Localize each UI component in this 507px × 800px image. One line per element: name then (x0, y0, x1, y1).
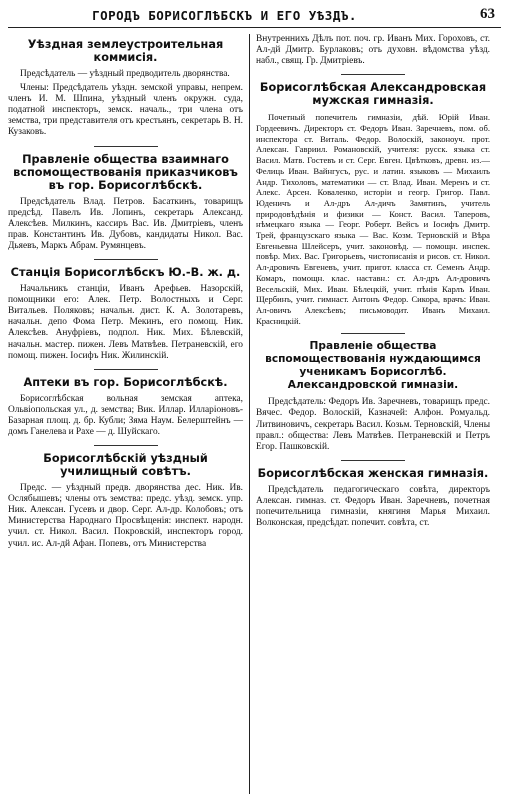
section-clerks-society (8, 153, 243, 252)
section-paragraph: Предс. — уѣздный предв. дворянства дес. Ник. Ив. Ослябышевъ; члены отъ земства: предс. уѣзд. земск. упр. Ник. Алексан. Гусевъ и двор. Серг. Ал-др. Колобовъ; отъ Министерства Народнаго Просвѣщенія: инспект. народн. учил. ст. Никол. Васил. Покровскій, инспекторъ город. учил. ис. Ал-дй Афан. Попевъ, отъ Министерства (8, 483, 243, 549)
running-title: ГОРОДЪ БОРИСОГЛѢБСКЪ И ЕГО УѢЗДЪ. (92, 8, 357, 23)
section-paragraph: Начальникъ станціи, Иванъ Арефьев. Назорскій, помощники его: Алек. Петр. Волостныхъ и Серг. Витальев. Поляковъ; начальн. дист. К. А. Золотаревъ, начальн. депо Фома Петр. Мекинъ, его помощ. Ник. Алексѣев. Ануфріевъ, подпол. Ник. Мих. Бѣлевскій, начальн. мастер. пижен. Левъ Матвѣев. Петраневскій, его помощ. пижен. Іосифъ Ник. Жилинскій. (8, 284, 243, 361)
section-student-aid-society (256, 340, 490, 452)
section-pharmacies (8, 376, 243, 438)
section-title: Аптеки въ гор. Борисоглѣбскѣ. (23, 375, 228, 389)
page-number: 63 (480, 6, 495, 22)
section-paragraph: Борисоглѣбская вольная земская аптека, Ольвіопольская ул., д. земства; Вик. Иллар. Илларіоновъ-Базарная площ. д. бр. Кубли; Зяма Наум. Белерштейнъ — домъ Ганелева и Рахе — д. Шуйскаго. (8, 393, 243, 437)
section-title: Борисоглѣбская женская гимназія. (257, 466, 489, 480)
section-girls-gymnasium (256, 467, 490, 529)
section-divider (94, 445, 158, 446)
section-paragraph: Члены: Предсѣдатель уѣздн. земской управы, непрем. членъ И. М. Шпина, уѣздный членъ окружн. суда, податной инспекторъ, земск. началь., три члена отъ земства, три представителя отъ крестьянъ, секретарь В. Н. Кузаковъ. (8, 83, 243, 138)
right-column (249, 34, 490, 794)
section-paragraph: Предсѣдатель: Федоръ Ив. Заречневъ, товарищъ предс. Вячес. Федор. Волоскій, Казначей: Алфон. Ромуальд. Литвиновичъ, секретарь Васил. Козьм. Терновскій, Члены правл.: общества: Левъ Матвѣев. Петраневскій и Петръ Егор. Пашковскій. (256, 397, 490, 452)
page-header (8, 6, 501, 28)
section-divider (94, 369, 158, 370)
section-divider (341, 333, 405, 334)
section-title: Борисоглѣбская Александровская мужская гимназія. (259, 81, 487, 108)
section-title: Уѣздная землеустроительная коммисія. (27, 38, 224, 64)
section-divider (94, 146, 158, 147)
section-title: Правленіе общества вспомоществованія нуждающимся ученикамъ Борисоглѣб. Александровской гимназіи. (265, 340, 481, 392)
columns (8, 34, 501, 794)
section-title: Борисоглѣбскій уѣздный училищный совѣтъ. (43, 452, 208, 479)
section-divider (341, 74, 405, 75)
section-boys-gymnasium (256, 81, 490, 326)
section-paragraph: Почетный попечитель гимназіи, дѣй. Юрій Иван. Гордеевичъ. Директоръ ст. Федоръ Иван. Заречневъ, пом. об. инспектора ст. Виталь. Федор. Волоскій, законоуч. прот. Алексан. Гавриил. Романовскій, учителя: русск. языка ст. Васил. Матв. Гостевъ и ст. Серг. Евген. Цвѣтковъ, древн. из.— Фелиць Иван. Вайнгусъ, рус. и латин. языковъ — Михаилъ Андр. Тихоловъ, математики — ст. Влад. Иван. Меренъ и ст. Алекс. Арсен. Коваленко, исторіи и геогр. Григор. Павл. Юденичъ и Ал-дръ Ал-дичъ Замятинъ, учитель природовѣдѣнія и физики — Конст. Васил. Таперовъ, нѣмецкаго языка — Георг. Роберт. Вейсъ и Іосифъ Дмитр. Трей, французскаго языка — Вас. Козм. Терновскій и Вѣра Евгеньевна Шлейсеръ, учит. законовѣд. — помощн. инспек. повѣр. Мих. Вас. Григорьевъ, чистописанія и рисов. ст. Никол. Ал-дровичъ Евгеневъ, учит. пригот. класса ст. Семенъ Андр. Комаръ, помощн. клас. наставн.: ст. Ал-дръ Ал-дровичъ Весельскій, Мих. Иван. Бѣлецкій, учит. пѣнія Карлъ Иван. Щербинъ, учит. гимнаст. Антонъ Федор. Сикора, врачъ: Иван. Ал-овичъ Алексѣевъ; письмоводит. Иванъ Михаил. Красницкій. (256, 112, 490, 326)
section-paragraph: Предсѣдатель — уѣздный предводитель дворянства. (20, 69, 230, 79)
left-column (8, 34, 249, 794)
section-divider (341, 460, 405, 461)
section-paragraph: Предсѣдатель Влад. Петров. Басаткинъ, товарищъ предсѣд. Павелъ Ив. Лопинъ, секретарь Александ. Алексѣев. Милкинъ, кассиръ Вас. Ив. Дмитріевъ, членъ прав. Константинъ Ив. Дубовъ, кандидаты Никол. Вас. Дьяевъ, Маркъ Абрам. Румянцевъ. (8, 196, 243, 251)
section-title: Станція Борисоглѣбскъ Ю.-В. ж. д. (10, 266, 241, 280)
section-title: Правленіе общества взаимнаго вспомоществованія приказчиковъ въ гор. Борисоглѣбскѣ. (13, 152, 238, 192)
section-land-commission (8, 38, 243, 139)
section-council-continued (256, 34, 490, 67)
section-school-council (8, 452, 243, 550)
section-paragraph: Внутреннихъ Дѣлъ пот. поч. гр. Иванъ Мих. Гороховъ, ст. Ал-дй Дмитр. Бурлаковъ; отъ духовн. вѣдомства уѣзд. набл., свящ. Гр. Дмитріевъ. (256, 34, 490, 67)
section-divider (94, 259, 158, 260)
section-paragraph: Предсѣдатель педагогическаго совѣта, директоръ Алексан. гимназ. ст. Федоръ Иван. Заречневъ, почетная попечительница гимназіи, княгиня Марья Михаил. Волконская, предсѣдат. попечит. совѣта, ст. (256, 484, 490, 529)
section-railway-station (8, 266, 243, 362)
